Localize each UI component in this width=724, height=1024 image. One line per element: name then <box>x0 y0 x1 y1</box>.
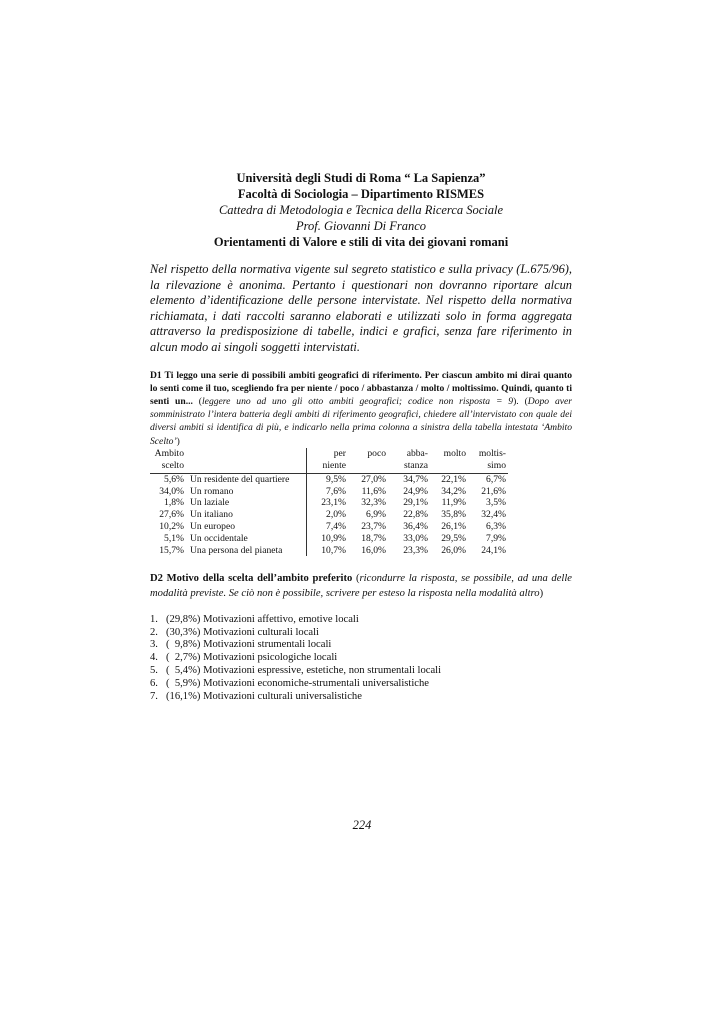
item-number: 3. <box>150 639 158 651</box>
cell-value: 24,1% <box>481 544 506 556</box>
cell-value: 34,2% <box>441 485 466 497</box>
cell-value: 29,1% <box>403 497 428 509</box>
col-header: per <box>333 447 346 459</box>
cell-value: 18,7% <box>361 532 386 544</box>
list-item <box>150 665 572 678</box>
col-label-header <box>186 448 306 461</box>
d2-options-list <box>150 614 572 704</box>
col-chosen-header: scelto <box>150 460 186 473</box>
item-number: 2. <box>150 626 158 638</box>
cell-value: 23,3% <box>403 544 428 556</box>
question-d2 <box>150 572 572 600</box>
cell-value: 32,4% <box>481 509 506 521</box>
table-row <box>150 473 508 485</box>
cell-value: 22,8% <box>403 509 428 521</box>
list-item <box>150 627 572 640</box>
cell-value: 7,4% <box>326 520 346 532</box>
table-header-row <box>150 460 508 473</box>
d2-instruction: ricondurre la risposta, se possibile, ad una delle modalità previste. Se ciò non è possibile, scrivere per esteso la risposta nella modalità altro <box>150 573 573 599</box>
col-header <box>430 460 468 473</box>
cell-label: Un romano <box>186 486 306 498</box>
cell-value: 35,8% <box>441 509 466 521</box>
cell-value: 6,7% <box>486 473 506 485</box>
col-header: poco <box>367 447 386 459</box>
col-header <box>348 460 388 473</box>
header <box>150 170 572 250</box>
university-name: Università degli Studi di Roma “ La Sapienza” <box>236 171 486 185</box>
item-number: 5. <box>150 664 158 676</box>
cell-label: Un residente del quartiere <box>186 473 306 485</box>
list-item <box>150 614 572 627</box>
col-header: moltis- <box>478 447 506 459</box>
survey-title: Orientamenti di Valore e stili di vita dei giovani romani <box>213 235 509 249</box>
page-number: 224 <box>352 818 372 832</box>
cell-value: 26,1% <box>441 520 466 532</box>
list-item <box>150 678 572 691</box>
table-row <box>150 533 508 545</box>
cell-chosen: 1,8% <box>164 497 184 509</box>
item-number: 6. <box>150 677 158 689</box>
cell-value: 22,1% <box>441 473 466 485</box>
d1-paren: ) <box>176 435 180 447</box>
professor-name: Prof. Giovanni Di Franco <box>295 219 427 233</box>
faculty-name: Facoltà di Sociologia – Dipartimento RISMES <box>237 187 485 201</box>
item-number: 1. <box>150 613 158 625</box>
cell-value: 34,7% <box>403 473 428 485</box>
d1-paren: ( <box>192 395 203 407</box>
cell-chosen: 34,0% <box>159 485 184 497</box>
cell-label: Una persona del pianeta <box>186 545 306 557</box>
d2-paren: ( <box>352 573 360 585</box>
d1-instruction-2: Dopo aver somministrato l’intera batteria degli ambiti di riferimento geografici, chiedere all’intervistato con quale dei diversi ambiti si identifica di più, e indicarlo nella prima colonna a sinistra della tabella intestata ‘Ambito Scelto’ <box>150 395 573 447</box>
cell-value: 24,9% <box>403 485 428 497</box>
document-page <box>150 170 572 703</box>
cell-value: 2,0% <box>326 509 346 521</box>
item-text: (30,3%) Motivazioni culturali locali <box>166 626 319 638</box>
item-text: ( 9,8%) Motivazioni strumentali locali <box>166 639 332 651</box>
item-number: 4. <box>150 652 158 664</box>
d1-paren: ). ( <box>513 395 528 407</box>
cell-value: 3,5% <box>486 497 506 509</box>
d1-table <box>150 448 508 557</box>
item-number: 7. <box>150 690 158 702</box>
col-chosen-header: Ambito <box>154 447 184 459</box>
col-header: abba- <box>406 447 428 459</box>
cell-value: 7,6% <box>326 485 346 497</box>
col-header: niente <box>306 460 348 473</box>
cell-chosen: 15,7% <box>159 544 184 556</box>
item-text: ( 5,9%) Motivazioni economiche-strumentali universalistiche <box>166 677 430 689</box>
cell-value: 29,5% <box>441 532 466 544</box>
cell-value: 27,0% <box>361 473 386 485</box>
table-header-row <box>150 448 508 461</box>
d2-question-text: D2 Motivo della scelta dell’ambito preferito <box>150 573 353 585</box>
cell-value: 9,5% <box>326 473 346 485</box>
cell-chosen: 10,2% <box>159 520 184 532</box>
cell-value: 21,6% <box>481 485 506 497</box>
cell-value: 33,0% <box>403 532 428 544</box>
d2-paren: ) <box>539 587 544 599</box>
cell-value: 32,3% <box>361 497 386 509</box>
d1-question-text: D1 Ti leggo una serie di possibili ambiti geografici di riferimento. Per ciascun ambito mi dirai quanto lo senti come il tuo, scegliendo fra per niente / poco / abbastanza / molto / moltissimo. Quindi, quanto ti senti un... <box>150 369 572 407</box>
cell-label: Un occidentale <box>186 533 306 545</box>
cell-value: 7,9% <box>486 532 506 544</box>
table-row <box>150 545 508 557</box>
cell-label: Un italiano <box>186 509 306 521</box>
table-row <box>150 486 508 498</box>
cell-chosen: 5,1% <box>164 532 184 544</box>
item-text: ( 2,7%) Motivazioni psicologiche locali <box>166 652 338 664</box>
item-text: (16,1%) Motivazioni culturali universalistiche <box>166 690 362 702</box>
cell-value: 26,0% <box>441 544 466 556</box>
cell-value: 10,9% <box>321 532 346 544</box>
cell-label: Un europeo <box>186 521 306 533</box>
cell-value: 11,6% <box>361 485 386 497</box>
d1-instruction: leggere uno ad uno gli otto ambiti geografici; codice non risposta = 9 <box>202 395 514 407</box>
cell-value: 6,9% <box>366 509 386 521</box>
cell-value: 16,0% <box>361 544 386 556</box>
cell-value: 23,1% <box>321 497 346 509</box>
privacy-notice: Nel rispetto della normativa vigente sul segreto statistico e sulla privacy (L.675/96), la rilevazione è anonima. Pertanto i questionari non dovranno riportare alcun elemento d’identificazione delle persone intervistate. Nel rispetto della normativa richiamata, i dati raccolti saranno elaborati e utilizzati solo in forma aggregata attraverso la predisposizione di tabelle, indici e grafici, senza fare riferimento in alcun modo ai singoli soggetti intervistati. <box>150 262 572 354</box>
cell-chosen: 27,6% <box>159 509 184 521</box>
cell-value: 23,7% <box>361 520 386 532</box>
cell-value: 11,9% <box>441 497 466 509</box>
cell-label: Un laziale <box>186 497 306 509</box>
col-header: simo <box>468 460 508 473</box>
table-row <box>150 497 508 509</box>
cell-chosen: 5,6% <box>164 473 184 485</box>
chair-name: Cattedra di Metodologia e Tecnica della Ricerca Sociale <box>218 203 504 217</box>
table-row <box>150 521 508 533</box>
item-text: (29,8%) Motivazioni affettivo, emotive locali <box>166 613 359 625</box>
col-header: stanza <box>388 460 430 473</box>
item-text: ( 5,4%) Motivazioni espressive, estetiche, non strumentali locali <box>166 664 442 676</box>
cell-value: 6,3% <box>486 520 506 532</box>
list-item <box>150 652 572 665</box>
col-header: molto <box>443 447 466 459</box>
col-label-header <box>186 460 306 473</box>
cell-value: 36,4% <box>403 520 428 532</box>
list-item <box>150 639 572 652</box>
table-row <box>150 509 508 521</box>
cell-value: 10,7% <box>321 544 346 556</box>
question-d1 <box>150 369 572 448</box>
list-item <box>150 691 572 704</box>
